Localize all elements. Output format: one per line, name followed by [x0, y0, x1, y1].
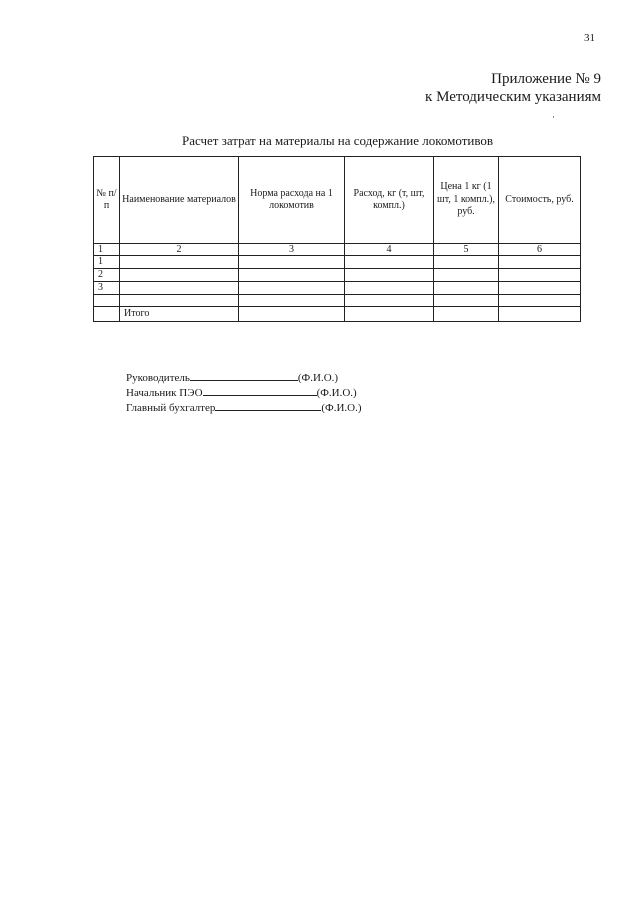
table-cell	[499, 256, 581, 269]
signature-line-chief-accountant	[126, 400, 362, 415]
table-cell	[120, 295, 239, 307]
materials-cost-table	[93, 156, 581, 322]
table-cell	[434, 295, 499, 307]
table-header-row	[94, 157, 581, 244]
table-cell	[120, 256, 239, 269]
table-cell	[345, 295, 434, 307]
table-row	[94, 269, 581, 282]
appendix-line-1: Приложение № 9	[491, 71, 601, 87]
document-title	[0, 133, 639, 149]
table-cell	[120, 269, 239, 282]
column-number: 2	[120, 244, 239, 256]
header-cell-consumption-norm: Норма расхода на 1 локомотив	[239, 157, 345, 244]
table-cell	[434, 256, 499, 269]
signature-role: Главный бухгалтер	[126, 402, 216, 414]
table-cell	[239, 307, 345, 322]
header-cell-cost: Стоимость, руб.	[499, 157, 581, 244]
signature-blank	[215, 400, 321, 411]
column-number-row	[94, 244, 581, 256]
signature-name-placeholder: (Ф.И.О.)	[321, 402, 362, 414]
header-cell-material-name: Наименование материалов	[120, 157, 239, 244]
header-cell-number: № п/п	[94, 157, 120, 244]
table-cell	[345, 269, 434, 282]
signature-role: Руководитель	[126, 372, 190, 384]
table-cell	[499, 269, 581, 282]
table-row	[94, 295, 581, 307]
table-row	[94, 256, 581, 269]
row-number: 3	[94, 282, 120, 295]
scan-mark	[553, 116, 554, 118]
column-number: 4	[345, 244, 434, 256]
table-row	[94, 282, 581, 295]
signature-name-placeholder: (Ф.И.О.)	[297, 372, 339, 384]
column-number: 1	[94, 244, 120, 256]
table-cell	[239, 256, 345, 269]
column-number: 3	[239, 244, 345, 256]
signature-line-director	[126, 370, 362, 385]
table-cell	[239, 295, 345, 307]
page-number: 31	[584, 32, 595, 44]
table-cell	[499, 295, 581, 307]
signature-blank	[190, 370, 298, 381]
table-cell	[239, 282, 345, 295]
signature-role: Начальник ПЭО	[126, 387, 203, 399]
table-cell	[434, 282, 499, 295]
signature-block	[126, 370, 362, 415]
header-cell-consumption: Расход, кг (т, шт, компл.)	[345, 157, 434, 244]
table-cell	[345, 282, 434, 295]
appendix-line-2: к Методическим указаниям	[425, 89, 601, 105]
total-row	[94, 307, 581, 322]
table-cell	[499, 307, 581, 322]
signature-blank	[203, 385, 317, 396]
table-cell	[94, 307, 120, 322]
table-cell	[94, 295, 120, 307]
table-cell	[434, 269, 499, 282]
table-cell	[239, 269, 345, 282]
table-cell	[345, 307, 434, 322]
table-cell	[120, 282, 239, 295]
signature-line-head-of-economics	[126, 385, 362, 400]
column-number: 6	[499, 244, 581, 256]
column-number: 5	[434, 244, 499, 256]
signature-name-placeholder: (Ф.И.О.)	[316, 387, 357, 399]
appendix-header	[425, 70, 601, 106]
row-number: 2	[94, 269, 120, 282]
total-label: Итого	[120, 307, 239, 322]
document-title-text: Расчет затрат на материалы на содержание локомотивов	[181, 133, 494, 148]
header-cell-unit-price: Цена 1 кг (1 шт, 1 компл.), руб.	[434, 157, 499, 244]
table-cell	[499, 282, 581, 295]
row-number: 1	[94, 256, 120, 269]
table-cell	[434, 307, 499, 322]
table-cell	[345, 256, 434, 269]
